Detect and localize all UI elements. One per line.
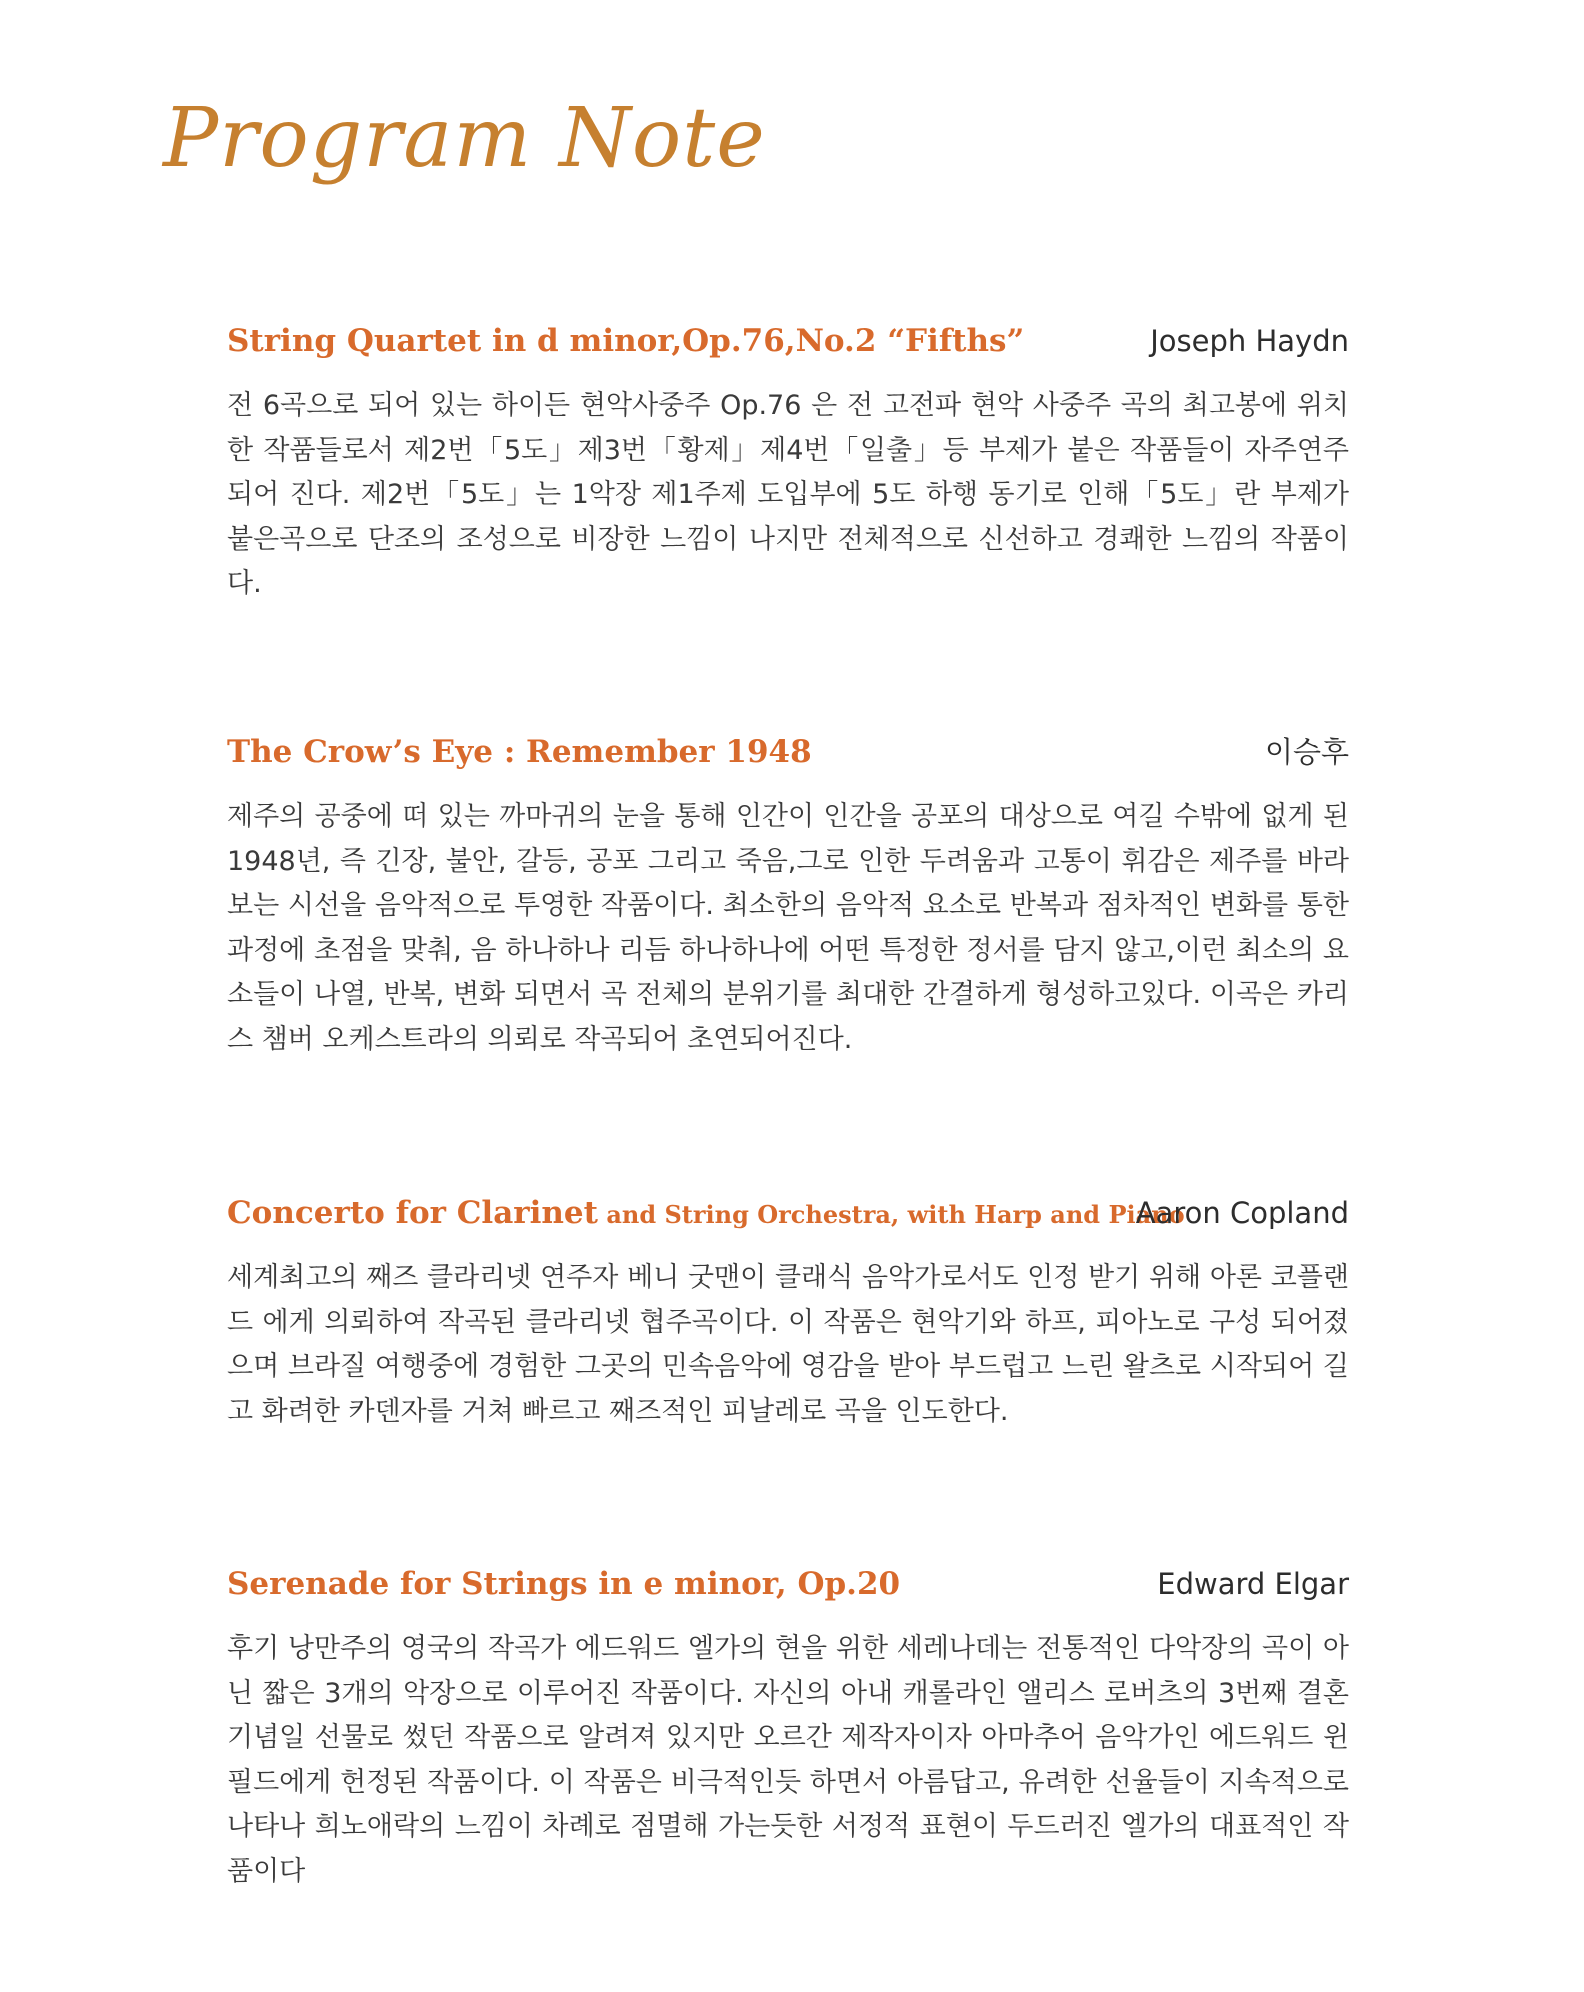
piece-description: 후기 낭만주의 영국의 작곡가 에드워드 엘가의 현을 위한 세레나데는 전통적인 다악장의 곡이 아닌 짧은 3개의 악장으로 이루어진 작품이다. 자신의 아내 캐롤라인 앨리스 로버츠의 3번째 결혼기념일 선물로 썼던 작품으로 알려져 있지만 오르간 제작자이자 아마추어 음악가인 에드워드 윈필드에게 헌정된 작품이다. 이 작품은 비극적인듯 하면서 아름답고, 유려한 선율들이 지속적으로 나타나 희노애락의 느낌이 차례로 점멸해 가는듯한 서정적 표현이 두드러진 엘가의 대표적인 작품이다 (227, 1633, 1349, 1887)
page-title: Program Note (163, 91, 766, 186)
piece-title-rest: and String Orchestra, with Harp and Piano (597, 1200, 1185, 1229)
piece-copland (227, 1190, 1349, 1461)
piece-header (227, 1190, 1349, 1236)
piece-description: 전 6곡으로 되어 있는 하이든 현악사중주 Op.76 은 전 고전파 현악 사중주 곡의 최고봉에 위치한 작품들로서 제2번「5도」제3번「황제」제4번「일출」등 부제가 붙은 작품들이 자주연주 되어 진다. 제2번「5도」는 1악장 제1주제 도입부에 5도 하행 동기로 인해「5도」란 부제가 붙은곡으로 단조의 조성으로 비장한 느낌이 나지만 전체적으로 신선하고 경쾌한 느낌의 작품이다. (227, 390, 1349, 599)
piece-title (227, 1190, 1185, 1238)
piece-header (227, 318, 1349, 364)
piece-title: String Quartet in d minor,Op.76,No.2 “Fifths” (227, 323, 1025, 359)
piece-elgar (227, 1561, 1349, 1921)
piece-title: Serenade for Strings in e minor, Op.20 (227, 1566, 901, 1602)
piece-lee (227, 729, 1349, 1089)
piece-description: 세계최고의 째즈 클라리넷 연주자 베니 굿맨이 클래식 음악가로서도 인정 받기 위해 아론 코플랜드 에게 의뢰하여 작곡된 클라리넷 협주곡이다. 이 작품은 현악기와 하프, 피아노로 구성 되어졌으며 브라질 여행중에 경험한 그곳의 민속음악에 영감을 받아 부드럽고 느린 왈츠로 시작되어 길고 화려한 카덴자를 거쳐 빠르고 째즈적인 피날레로 곡을 인도한다. (227, 1262, 1349, 1427)
piece-title: The Crow’s Eye : Remember 1948 (227, 734, 812, 770)
piece-haydn (227, 318, 1349, 634)
piece-title-main: Concerto for Clarinet (227, 1195, 598, 1231)
piece-header (227, 1561, 1349, 1607)
composer-name: Joseph Haydn (1150, 324, 1349, 358)
piece-header (227, 729, 1349, 775)
composer-name: 이승후 (1264, 735, 1349, 769)
composer-name: Aaron Copland (1135, 1196, 1349, 1230)
piece-description: 제주의 공중에 떠 있는 까마귀의 눈을 통해 인간이 인간을 공포의 대상으로 여길 수밖에 없게 된 1948년, 즉 긴장, 불안, 갈등, 공포 그리고 죽음,그로 인한 두려움과 고통이 휘감은 제주를 바라보는 시선을 음악적으로 투영한 작품이다. 최소한의 음악적 요소로 반복과 점차적인 변화를 통한 과정에 초점을 맞춰, 음 하나하나 리듬 하나하나에 어떤 특정한 정서를 담지 않고,이런 최소의 요소들이 나열, 반복, 변화 되면서 곡 전체의 분위기를 최대한 간결하게 형성하고있다. 이곡은 카리스 챔버 오케스트라의 의뢰로 작곡되어 초연되어진다. (227, 801, 1349, 1055)
composer-name: Edward Elgar (1157, 1567, 1349, 1601)
